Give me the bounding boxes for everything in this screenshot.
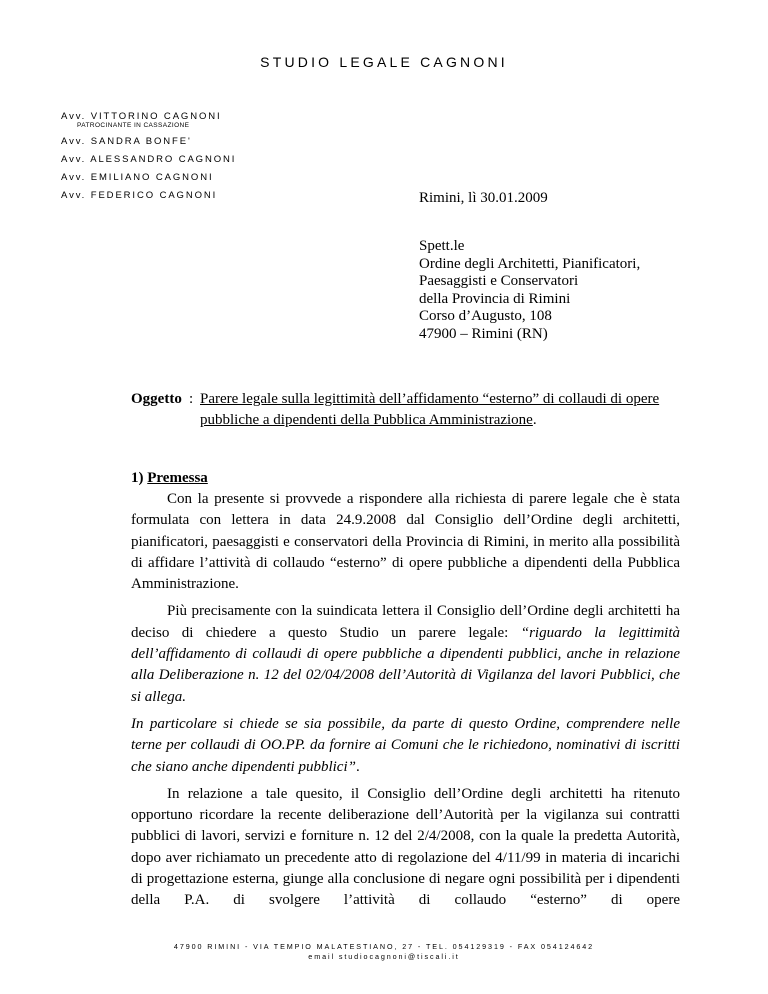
paragraph-end: . <box>355 758 360 775</box>
recipient-line: della Provincia di Rimini <box>419 290 571 307</box>
subject-label: Oggetto <box>131 391 182 407</box>
lawyer-name: Avv. VITTORINO CAGNONI <box>61 111 222 122</box>
footer-email: email studiocagnoni@tiscali.it <box>308 952 460 961</box>
paragraph <box>131 714 680 778</box>
paragraph <box>131 601 680 707</box>
section-number: 1) <box>131 470 148 486</box>
footer <box>0 942 768 962</box>
lawyer-name: Avv. SANDRA BONFE' <box>61 136 192 147</box>
recipient-line: Spett.le <box>419 238 465 254</box>
recipient-line: Paesaggisti e Conservatori <box>419 273 579 289</box>
lawyer-name: Avv. FEDERICO CAGNONI <box>61 190 218 201</box>
subject-block <box>131 389 681 431</box>
subject-colon: : <box>189 391 194 407</box>
lawyer-name: Avv. ALESSANDRO CAGNONI <box>61 154 237 165</box>
recipient-line: 47900 – Rimini (RN) <box>419 325 548 342</box>
firm-name: STUDIO LEGALE CAGNONI <box>260 54 508 70</box>
place-date: Rimini, lì 30.01.2009 <box>419 190 548 206</box>
section-title: Premessa <box>147 470 208 486</box>
quoted-request-continued: In particolare si chiede se sia possibile, da parte di questo Ordine, comprendere nelle terne per collaudi di OO.PP. da fornire ai Comuni che le richiedono, nominativi di iscritti che siano anche dipendenti pubblici” <box>131 715 680 775</box>
section-heading <box>131 470 208 487</box>
lawyer-name: Avv. EMILIANO CAGNONI <box>61 172 214 183</box>
paragraph-intro: Più precisamente con la suindicata lettera il Consiglio dell’Ordine degli architetti ha deciso di chiedere a questo Studio un parere legale: <box>131 603 680 641</box>
recipient-line: Corso d’Augusto, 108 <box>419 308 552 324</box>
letter-body <box>131 489 680 918</box>
lawyers-list <box>61 108 236 205</box>
lawyer-title-note: PATROCINANTE IN CASSAZIONE <box>77 122 190 129</box>
recipient-address <box>419 238 640 343</box>
paragraph: In relazione a tale quesito, il Consiglio dell’Ordine degli architetti ha ritenuto opportuno ricordare la recente deliberazione dell’Autorità per la vigilanza sui contratti pubblici di lavori, servizi e forniture n. 12 del 2/4/2008, con la quale la predetta Autorità, dopo aver richiamato un precedente atto di regolazione del 4/11/99 in materia di incarichi di progettazione esterna, giunge alla conclusione di negare ogni possibilità per i dipendenti della P.A. di svolgere l’attività di collaudo “esterno” di opere <box>131 785 680 909</box>
quoted-request: “riguardo la legittimità dell’affidamento di collaudi di opere pubbliche a dipendenti pubblici, anche in relazione alla Deliberazione n. 12 del 02/04/2008 dell’Autorità di Vigilanza del lavori Pubblici, che si allega. <box>131 624 680 705</box>
footer-address: 47900 RIMINI - VIA TEMPIO MALATESTIANO, 27 - TEL. 054129319 - FAX 054124642 <box>173 942 595 951</box>
subject-text: Parere legale sulla legittimità dell’affidamento “esterno” di collaudi di opere pubbliche a dipendenti della Pubblica Amministrazione <box>200 391 660 428</box>
paragraph: Con la presente si provvede a rispondere alla richiesta di parere legale che è stata formulata con lettera in data 24.9.2008 dal Consiglio dell’Ordine degli architetti, pianificatori, paesaggisti e conservatori della Provincia di Rimini, in merito alla possibilità di affidare l’attività di collaudo “esterno” di opere pubbliche a dipendenti della Pubblica Amministrazione. <box>131 491 680 593</box>
subject-end: . <box>532 412 537 428</box>
recipient-line: Ordine degli Architetti, Pianificatori, <box>419 255 641 272</box>
